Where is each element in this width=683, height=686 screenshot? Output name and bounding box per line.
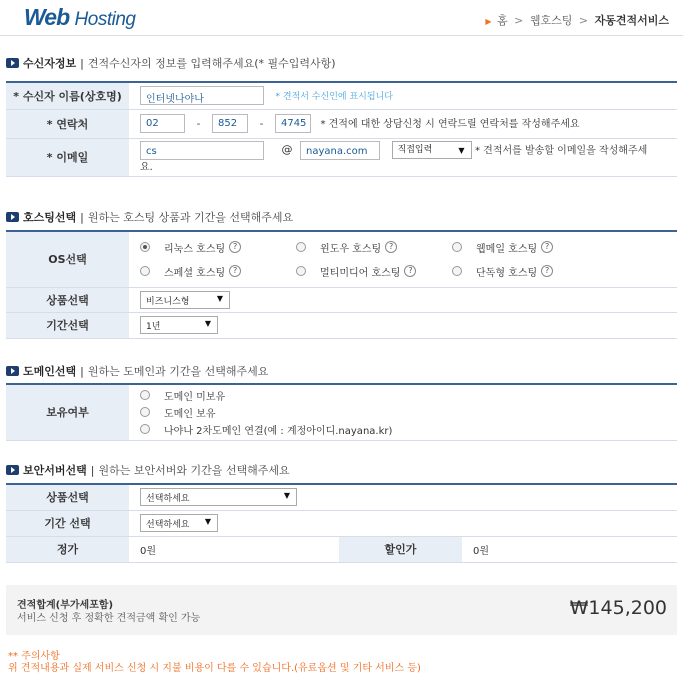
caution-notice	[8, 651, 421, 675]
discount-value: 0원	[462, 536, 677, 562]
domain-radio-group	[140, 388, 677, 437]
name-label: * 수신자 이름(상호명)	[6, 82, 129, 109]
ssl-table	[6, 483, 677, 563]
price-value: 0원	[129, 536, 339, 562]
total-label: 견적합계(부가세포함)	[17, 600, 114, 611]
ssl-product-label: 상품선택	[6, 484, 129, 510]
domain-option-nayana-sub[interactable]: 나야나 2차도메인 연결(예 : 계정아이디.nayana.kr)	[140, 422, 677, 437]
web-hosting-logo[interactable]: Web Hosting	[24, 4, 136, 30]
ssl-section-title: 보안서버선택 | 원하는 보안서버와 기간을 선택해주세요	[6, 462, 290, 478]
ssl-period-label: 기간 선택	[6, 510, 129, 536]
os-radio-group	[140, 240, 677, 279]
total-amount: ₩145,200	[569, 597, 667, 619]
email-note-wrap: 요.	[140, 161, 153, 173]
dropdown-arrow-icon: ▼	[204, 517, 211, 526]
radio-icon[interactable]	[452, 266, 462, 276]
dropdown-arrow-icon: ▼	[283, 491, 290, 501]
ssl-product-select[interactable]: 선택하세요 ▼	[140, 488, 297, 506]
phone-label: * 연락처	[6, 109, 129, 138]
ssl-period-select[interactable]: 선택하세요 ▼	[140, 514, 218, 532]
help-icon[interactable]: ?	[229, 241, 241, 253]
radio-icon[interactable]	[140, 266, 150, 276]
help-icon[interactable]: ?	[541, 241, 553, 253]
os-option-dedicated[interactable]: 단독형 호스팅 ?	[452, 264, 602, 279]
product-label: 상품선택	[6, 287, 129, 312]
os-option-multimedia[interactable]: 멀티미디어 호스팅 ?	[296, 264, 452, 279]
domain-option-own[interactable]: 도메인 보유	[140, 405, 677, 420]
period-label: 기간선택	[6, 312, 129, 338]
email-domain-select[interactable]: 직접입력 ▼	[392, 141, 472, 159]
breadcrumb-home[interactable]: 홈	[497, 14, 508, 27]
dropdown-arrow-icon: ▼	[458, 146, 465, 155]
section-bullet-icon	[6, 366, 19, 376]
email-domain-input[interactable]: nayana.com	[300, 141, 380, 160]
phone-area-input[interactable]: 02	[140, 114, 185, 133]
breadcrumb-separator-icon: >	[578, 14, 589, 27]
dropdown-arrow-icon: ▼	[204, 319, 211, 328]
email-label: * 이메일	[6, 138, 129, 176]
radio-selected-icon[interactable]	[140, 242, 150, 252]
hosting-period-select[interactable]: 1년 ▼	[140, 316, 218, 334]
breadcrumb-separator-icon: >	[514, 14, 524, 27]
hosting-product-select[interactable]: 비즈니스형 ▼	[140, 291, 230, 309]
discount-label: 할인가	[339, 536, 462, 562]
help-icon[interactable]: ?	[229, 265, 241, 277]
phone-middle-input[interactable]: 852	[212, 114, 248, 133]
domain-section-title: 도메인선택 | 원하는 도메인과 기간을 선택해주세요	[6, 363, 268, 379]
os-label: OS선택	[6, 231, 129, 287]
os-option-webmail[interactable]: 웹메일 호스팅 ?	[452, 240, 602, 255]
page-header	[0, 0, 683, 36]
radio-icon[interactable]	[140, 424, 150, 434]
recipient-table: * 수신자 이름(상호명) 인터넷나야나 * 견적서 수신인에 표시됩니다 * 연락처 02 - 852 - 4745 * 견적에 대한 상담신청 시 연락드릴 연락처를 작성해주세요 * 이메일 cs @ nayana.com 직접입력 ▼ * 견적서를 발송할 이메일을 작성해주세 요.	[6, 81, 677, 177]
total-sub: 서비스 신청 후 정확한 견적금액 확인 가능	[17, 613, 201, 624]
radio-icon[interactable]	[140, 407, 150, 417]
email-at-symbol: @	[281, 143, 293, 156]
phone-note: * 견적에 대한 상담신청 시 연락드릴 연락처를 작성해주세요	[320, 118, 580, 130]
breadcrumb-arrow-icon: ▶	[485, 17, 492, 26]
help-icon[interactable]: ?	[404, 265, 416, 277]
radio-icon[interactable]	[296, 266, 306, 276]
radio-icon[interactable]	[140, 390, 150, 400]
section-bullet-icon	[6, 465, 19, 475]
price-label: 정가	[6, 536, 129, 562]
caution-title: ** 주의사항	[8, 651, 60, 662]
recipient-section-title: 수신자정보 | 견적수신자의 정보를 입력해주세요(* 필수입력사항)	[6, 55, 336, 71]
breadcrumb-current: 자동견적서비스	[594, 14, 669, 27]
recipient-name-input[interactable]: 인터넷나야나	[140, 86, 264, 105]
hosting-section-title: 호스팅선택 | 원하는 호스팅 상품과 기간을 선택해주세요	[6, 209, 293, 225]
os-option-special[interactable]: 스페셜 호스팅 ?	[140, 264, 296, 279]
email-id-input[interactable]: cs	[140, 141, 264, 160]
breadcrumb	[485, 12, 669, 28]
breadcrumb-web-hosting[interactable]: 웹호스팅	[529, 14, 573, 27]
os-option-linux[interactable]: 리눅스 호스팅 ?	[140, 240, 296, 255]
phone-last-input[interactable]: 4745	[275, 114, 311, 133]
section-bullet-icon	[6, 212, 19, 222]
section-bullet-icon	[6, 58, 19, 68]
help-icon[interactable]: ?	[385, 241, 397, 253]
radio-icon[interactable]	[452, 242, 462, 252]
email-note: * 견적서를 발송할 이메일을 작성해주세	[475, 145, 648, 156]
name-hint: * 견적서 수신인에 표시됩니다	[275, 91, 393, 102]
caution-text: 위 견적내용과 실제 서비스 신청 시 지불 비용이 다를 수 있습니다.(유료옵션 및 기타 서비스 등)	[8, 663, 421, 674]
help-icon[interactable]: ?	[541, 265, 553, 277]
domain-own-label: 보유여부	[6, 384, 129, 440]
domain-option-none[interactable]: 도메인 미보유	[140, 388, 677, 403]
hosting-table	[6, 230, 677, 339]
domain-table	[6, 383, 677, 441]
os-option-windows[interactable]: 윈도우 호스팅 ?	[296, 240, 452, 255]
radio-icon[interactable]	[296, 242, 306, 252]
dropdown-arrow-icon: ▼	[216, 293, 223, 303]
estimate-total-box	[6, 585, 677, 635]
